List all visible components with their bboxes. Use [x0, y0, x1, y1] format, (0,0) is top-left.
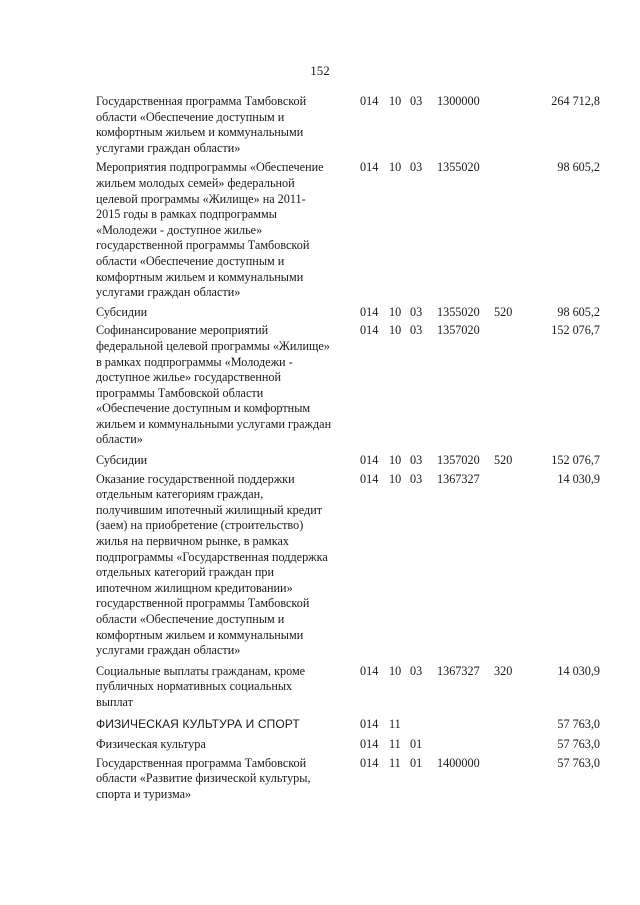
table-row: [96, 737, 612, 753]
target-code: 1300000: [437, 94, 480, 108]
section-code: 11: [389, 737, 401, 752]
row-name: Субсидии: [96, 453, 148, 468]
table-row: [96, 160, 612, 300]
target-code: 1357020: [437, 453, 480, 468]
subsection-code: 03: [410, 304, 423, 319]
section-heading: ФИЗИЧЕСКАЯ КУЛЬТУРА И СПОРТ: [96, 716, 300, 731]
table-row: [96, 453, 612, 469]
amount: 264 712,8: [551, 94, 600, 108]
amount: 57 763,0: [557, 755, 600, 770]
target-code: 1355020: [437, 160, 480, 175]
section-code: 10: [389, 160, 402, 175]
row-name: Оказание государственной поддержки отдельным категориям граждан, получившим ипотечный жилищный кредит (заем) на приобретение (строительство) жилья на первичном рынке, в рамках подпрограммы «Государственная поддержка отдельных категорий граждан при ипотечном жилищном кредитовании» государственной программы Тамбовской области «Обеспечение доступным и комфортным жильем и коммунальными услугами граждан области»: [96, 471, 328, 658]
target-code: 1367327: [437, 663, 480, 678]
subsection-code: 03: [410, 471, 423, 486]
ministry-code: 014: [360, 471, 379, 486]
target-code: 1357020: [437, 323, 480, 338]
ministry-code: 014: [360, 304, 379, 319]
row-name: Государственная программа Тамбовской области «Обеспечение доступным и комфортным жильем и коммунальными услугами граждан области»: [96, 94, 307, 155]
amount: 57 763,0: [557, 737, 600, 752]
row-name: Социальные выплаты гражданам, кроме публичных нормативных социальных выплат: [96, 663, 306, 709]
expense-type-code: 520: [494, 453, 513, 468]
target-code: 1367327: [437, 471, 480, 486]
amount: 57 763,0: [557, 716, 600, 731]
row-name: Софинансирование мероприятий федеральной целевой программы «Жилище» в рамках подпрограммы «Молодежи - доступное жилье» государственной программы Тамбовской области «Обеспечение доступным и комфортным жильем и коммунальными услугами граждан области»: [96, 323, 332, 447]
table-row: [96, 305, 612, 321]
section-code: 11: [389, 755, 401, 770]
ministry-code: 014: [360, 160, 379, 175]
table-row: [96, 717, 612, 733]
ministry-code: 014: [360, 755, 379, 770]
expense-type-code: 520: [494, 304, 513, 319]
ministry-code: 014: [360, 323, 379, 338]
table-row: [96, 756, 612, 803]
ministry-code: 014: [360, 94, 379, 108]
row-name: Мероприятия подпрограммы «Обеспечение жильем молодых семей» федеральной целевой программы «Жилище» на 2011- 2015 годы в рамках подпрограммы «Молодежи - доступное жилье» государственной программы Тамбовской области «Обеспечение доступным и комфортным жильем и коммунальными услугами граждан области»: [96, 160, 324, 300]
ministry-code: 014: [360, 737, 379, 752]
expense-type-code: 320: [494, 663, 513, 678]
amount: 152 076,7: [551, 323, 600, 338]
amount: 98 605,2: [557, 160, 600, 175]
table-row: [96, 664, 612, 711]
row-name: Физическая культура: [96, 737, 206, 752]
table-row: [96, 472, 612, 659]
ministry-code: 014: [360, 663, 379, 678]
budget-table: [96, 94, 612, 803]
amount: 152 076,7: [551, 453, 600, 468]
section-code: 10: [389, 471, 402, 486]
section-code: 10: [389, 304, 402, 319]
row-name: Субсидии: [96, 304, 148, 319]
section-code: 10: [389, 94, 402, 108]
subsection-code: 03: [410, 323, 423, 338]
subsection-code: 03: [410, 663, 423, 678]
subsection-code: 03: [410, 160, 423, 175]
target-code: 1400000: [437, 755, 480, 770]
ministry-code: 014: [360, 453, 379, 468]
page-number: 152: [310, 63, 330, 78]
row-name: Государственная программа Тамбовской области «Развитие физической культуры, спорта и туризма»: [96, 755, 311, 801]
section-code: 10: [389, 453, 402, 468]
section-code: 10: [389, 663, 402, 678]
table-row: [96, 94, 612, 156]
target-code: 1355020: [437, 304, 480, 319]
amount: 98 605,2: [557, 304, 600, 319]
table-row: [96, 323, 612, 448]
amount: 14 030,9: [557, 663, 600, 678]
ministry-code: 014: [360, 716, 379, 731]
amount: 14 030,9: [557, 471, 600, 486]
subsection-code: 01: [410, 737, 423, 752]
section-code: 10: [389, 323, 402, 338]
subsection-code: 03: [410, 94, 423, 108]
subsection-code: 03: [410, 453, 423, 468]
section-code: 11: [389, 716, 401, 731]
subsection-code: 01: [410, 755, 423, 770]
